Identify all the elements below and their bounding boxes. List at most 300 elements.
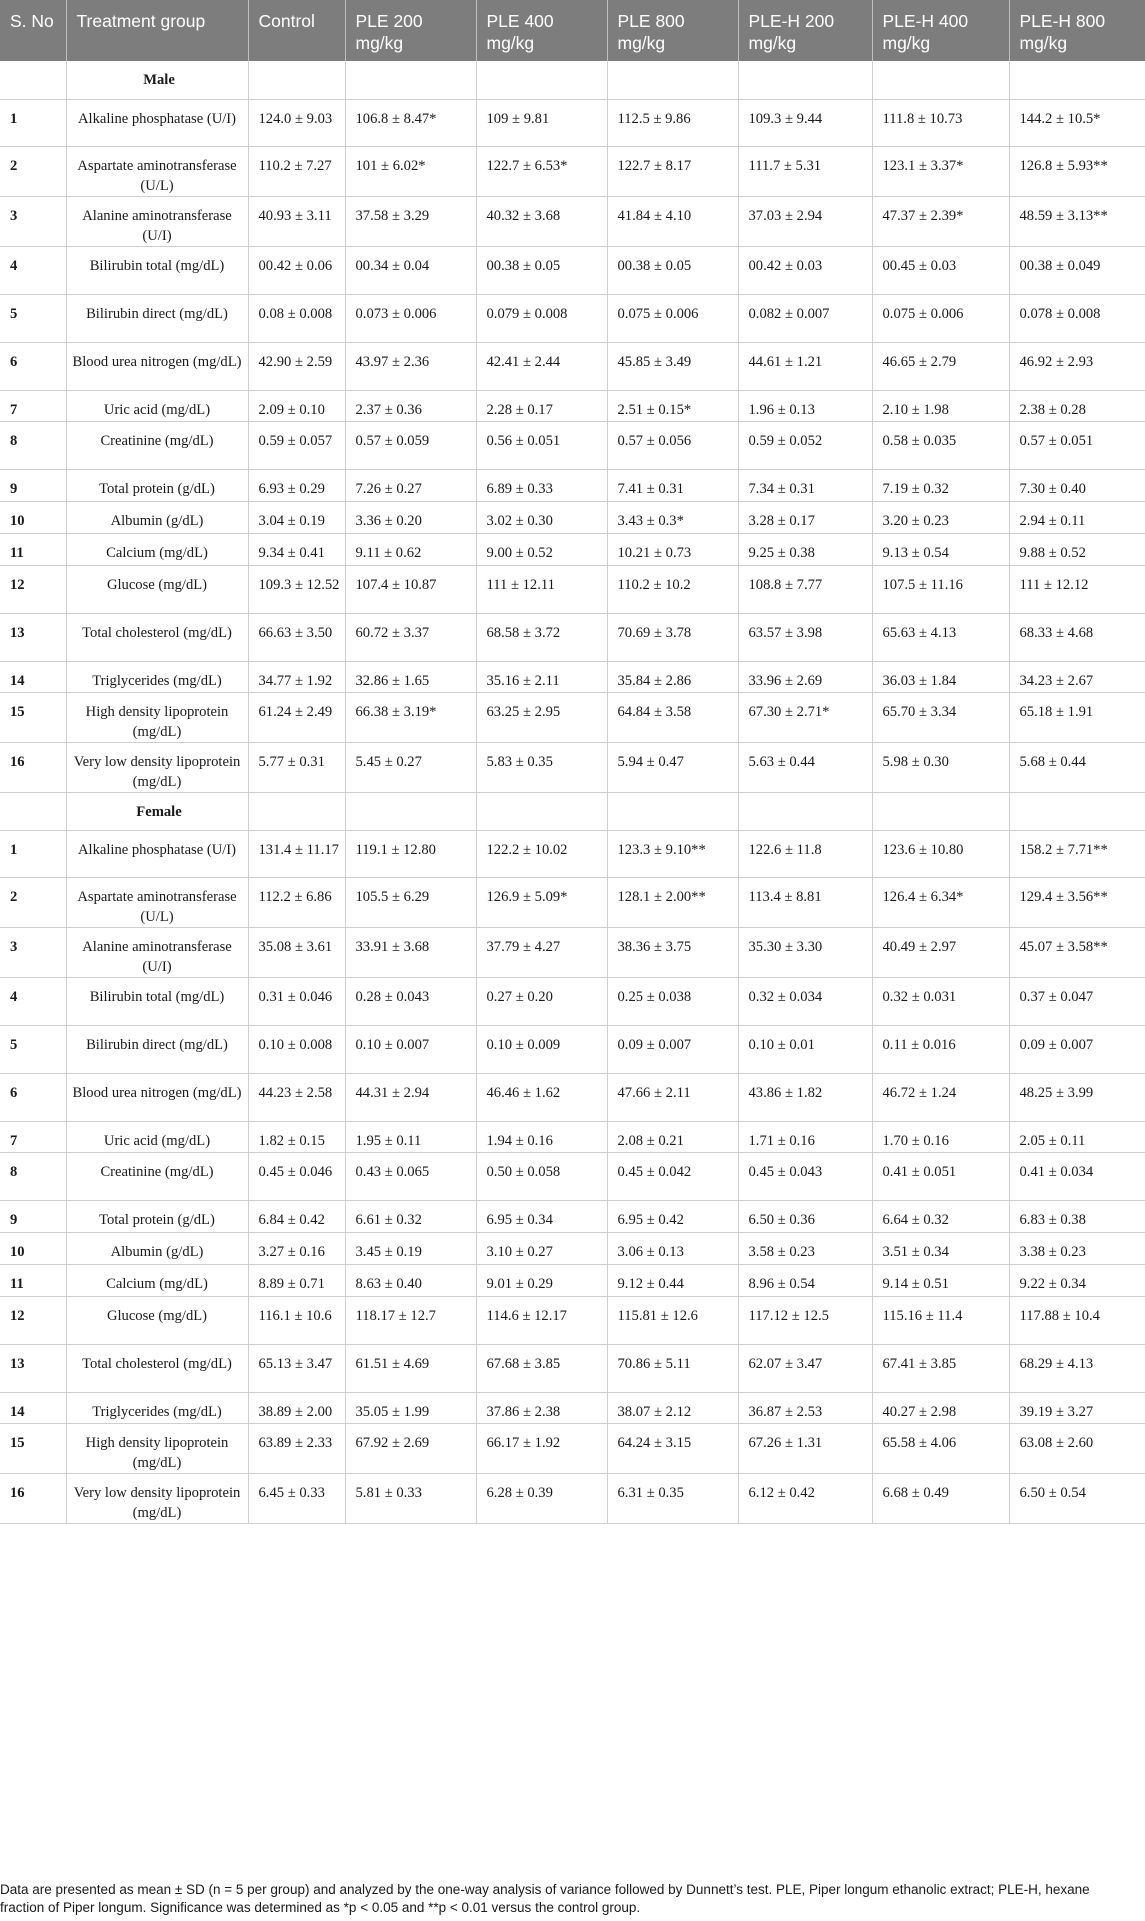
value-cell: 63.57 ± 3.98 bbox=[738, 613, 872, 661]
table-row bbox=[0, 927, 1145, 977]
value-cell: 40.49 ± 2.97 bbox=[872, 927, 1009, 977]
row-number: 5 bbox=[0, 294, 66, 342]
empty-cell bbox=[476, 792, 607, 830]
table-row bbox=[0, 1200, 1145, 1232]
value-cell: 0.41 ± 0.051 bbox=[872, 1152, 1009, 1200]
parameter-name: Very low density lipoprotein (mg/dL) bbox=[66, 1473, 248, 1523]
parameter-name: Total protein (g/dL) bbox=[66, 1200, 248, 1232]
value-cell: 0.58 ± 0.035 bbox=[872, 421, 1009, 469]
value-cell: 67.92 ± 2.69 bbox=[345, 1423, 476, 1473]
parameter-name: Uric acid (mg/dL) bbox=[66, 1121, 248, 1152]
row-number: 10 bbox=[0, 501, 66, 533]
value-cell: 68.58 ± 3.72 bbox=[476, 613, 607, 661]
value-cell: 6.12 ± 0.42 bbox=[738, 1473, 872, 1523]
table-row bbox=[0, 1392, 1145, 1423]
parameter-name: Blood urea nitrogen (mg/dL) bbox=[66, 342, 248, 390]
value-cell: 34.77 ± 1.92 bbox=[248, 661, 345, 692]
value-cell: 47.37 ± 2.39* bbox=[872, 196, 1009, 246]
parameter-name: Total protein (g/dL) bbox=[66, 469, 248, 501]
value-cell: 8.96 ± 0.54 bbox=[738, 1264, 872, 1296]
row-number: 8 bbox=[0, 421, 66, 469]
value-cell: 7.41 ± 0.31 bbox=[607, 469, 738, 501]
value-cell: 1.96 ± 0.13 bbox=[738, 390, 872, 421]
value-cell: 46.65 ± 2.79 bbox=[872, 342, 1009, 390]
section-row-female bbox=[0, 792, 1145, 830]
value-cell: 0.075 ± 0.006 bbox=[607, 294, 738, 342]
value-cell: 43.97 ± 2.36 bbox=[345, 342, 476, 390]
value-cell: 38.36 ± 3.75 bbox=[607, 927, 738, 977]
value-cell: 122.7 ± 8.17 bbox=[607, 146, 738, 196]
value-cell: 113.4 ± 8.81 bbox=[738, 877, 872, 927]
row-number: 13 bbox=[0, 1344, 66, 1392]
value-cell: 3.10 ± 0.27 bbox=[476, 1232, 607, 1264]
value-cell: 45.07 ± 3.58** bbox=[1009, 927, 1145, 977]
empty-cell bbox=[738, 792, 872, 830]
value-cell: 00.38 ± 0.05 bbox=[476, 246, 607, 294]
parameter-name: Triglycerides (mg/dL) bbox=[66, 1392, 248, 1423]
value-cell: 0.59 ± 0.057 bbox=[248, 421, 345, 469]
value-cell: 6.93 ± 0.29 bbox=[248, 469, 345, 501]
row-number: 15 bbox=[0, 1423, 66, 1473]
parameter-name: Alkaline phosphatase (U/I) bbox=[66, 99, 248, 146]
value-cell: 0.075 ± 0.006 bbox=[872, 294, 1009, 342]
value-cell: 44.31 ± 2.94 bbox=[345, 1073, 476, 1121]
value-cell: 122.6 ± 11.8 bbox=[738, 830, 872, 877]
value-cell: 39.19 ± 3.27 bbox=[1009, 1392, 1145, 1423]
value-cell: 70.69 ± 3.78 bbox=[607, 613, 738, 661]
value-cell: 5.98 ± 0.30 bbox=[872, 742, 1009, 792]
value-cell: 6.61 ± 0.32 bbox=[345, 1200, 476, 1232]
value-cell: 68.33 ± 4.68 bbox=[1009, 613, 1145, 661]
value-cell: 0.45 ± 0.042 bbox=[607, 1152, 738, 1200]
value-cell: 6.95 ± 0.34 bbox=[476, 1200, 607, 1232]
parameter-name: Creatinine (mg/dL) bbox=[66, 1152, 248, 1200]
value-cell: 10.21 ± 0.73 bbox=[607, 533, 738, 565]
header-treatment-group: Treatment group bbox=[66, 0, 248, 61]
value-cell: 122.2 ± 10.02 bbox=[476, 830, 607, 877]
value-cell: 0.073 ± 0.006 bbox=[345, 294, 476, 342]
table-row bbox=[0, 146, 1145, 196]
value-cell: 131.4 ± 11.17 bbox=[248, 830, 345, 877]
value-cell: 118.17 ± 12.7 bbox=[345, 1296, 476, 1344]
value-cell: 9.13 ± 0.54 bbox=[872, 533, 1009, 565]
value-cell: 6.68 ± 0.49 bbox=[872, 1473, 1009, 1523]
header-row bbox=[0, 0, 1145, 61]
header-sno: S. No bbox=[0, 0, 66, 61]
value-cell: 3.06 ± 0.13 bbox=[607, 1232, 738, 1264]
value-cell: 5.94 ± 0.47 bbox=[607, 742, 738, 792]
value-cell: 44.23 ± 2.58 bbox=[248, 1073, 345, 1121]
row-number: 7 bbox=[0, 1121, 66, 1152]
value-cell: 3.20 ± 0.23 bbox=[872, 501, 1009, 533]
empty-cell bbox=[345, 792, 476, 830]
value-cell: 5.45 ± 0.27 bbox=[345, 742, 476, 792]
value-cell: 124.0 ± 9.03 bbox=[248, 99, 345, 146]
table-row bbox=[0, 1264, 1145, 1296]
empty-cell bbox=[248, 792, 345, 830]
parameter-name: Total cholesterol (mg/dL) bbox=[66, 1344, 248, 1392]
table-row bbox=[0, 196, 1145, 246]
value-cell: 0.57 ± 0.056 bbox=[607, 421, 738, 469]
value-cell: 114.6 ± 12.17 bbox=[476, 1296, 607, 1344]
parameter-name: Aspartate aminotransferase (U/L) bbox=[66, 877, 248, 927]
value-cell: 70.86 ± 5.11 bbox=[607, 1344, 738, 1392]
section-title: Male bbox=[66, 61, 248, 99]
row-number: 9 bbox=[0, 1200, 66, 1232]
value-cell: 9.14 ± 0.51 bbox=[872, 1264, 1009, 1296]
value-cell: 64.24 ± 3.15 bbox=[607, 1423, 738, 1473]
value-cell: 46.92 ± 2.93 bbox=[1009, 342, 1145, 390]
parameter-name: High density lipoprotein (mg/dL) bbox=[66, 692, 248, 742]
value-cell: 0.10 ± 0.01 bbox=[738, 1025, 872, 1073]
value-cell: 0.10 ± 0.008 bbox=[248, 1025, 345, 1073]
table-row bbox=[0, 533, 1145, 565]
value-cell: 0.43 ± 0.065 bbox=[345, 1152, 476, 1200]
value-cell: 65.70 ± 3.34 bbox=[872, 692, 1009, 742]
value-cell: 45.85 ± 3.49 bbox=[607, 342, 738, 390]
value-cell: 0.45 ± 0.043 bbox=[738, 1152, 872, 1200]
value-cell: 0.11 ± 0.016 bbox=[872, 1025, 1009, 1073]
value-cell: 67.41 ± 3.85 bbox=[872, 1344, 1009, 1392]
value-cell: 107.5 ± 11.16 bbox=[872, 565, 1009, 613]
value-cell: 1.82 ± 0.15 bbox=[248, 1121, 345, 1152]
value-cell: 123.3 ± 9.10** bbox=[607, 830, 738, 877]
value-cell: 9.88 ± 0.52 bbox=[1009, 533, 1145, 565]
value-cell: 0.59 ± 0.052 bbox=[738, 421, 872, 469]
table-row bbox=[0, 661, 1145, 692]
value-cell: 67.26 ± 1.31 bbox=[738, 1423, 872, 1473]
row-number: 6 bbox=[0, 342, 66, 390]
value-cell: 0.079 ± 0.008 bbox=[476, 294, 607, 342]
table-row bbox=[0, 1296, 1145, 1344]
value-cell: 66.38 ± 3.19* bbox=[345, 692, 476, 742]
value-cell: 106.8 ± 8.47* bbox=[345, 99, 476, 146]
row-number: 1 bbox=[0, 99, 66, 146]
value-cell: 60.72 ± 3.37 bbox=[345, 613, 476, 661]
value-cell: 00.42 ± 0.03 bbox=[738, 246, 872, 294]
value-cell: 111 ± 12.11 bbox=[476, 565, 607, 613]
value-cell: 5.83 ± 0.35 bbox=[476, 742, 607, 792]
value-cell: 66.63 ± 3.50 bbox=[248, 613, 345, 661]
value-cell: 0.57 ± 0.051 bbox=[1009, 421, 1145, 469]
value-cell: 38.89 ± 2.00 bbox=[248, 1392, 345, 1423]
value-cell: 112.2 ± 6.86 bbox=[248, 877, 345, 927]
value-cell: 35.05 ± 1.99 bbox=[345, 1392, 476, 1423]
value-cell: 3.51 ± 0.34 bbox=[872, 1232, 1009, 1264]
value-cell: 0.28 ± 0.043 bbox=[345, 977, 476, 1025]
value-cell: 42.41 ± 2.44 bbox=[476, 342, 607, 390]
value-cell: 6.83 ± 0.38 bbox=[1009, 1200, 1145, 1232]
empty-cell bbox=[1009, 792, 1145, 830]
empty-cell bbox=[0, 792, 66, 830]
value-cell: 5.81 ± 0.33 bbox=[345, 1473, 476, 1523]
value-cell: 34.23 ± 2.67 bbox=[1009, 661, 1145, 692]
value-cell: 63.25 ± 2.95 bbox=[476, 692, 607, 742]
value-cell: 0.45 ± 0.046 bbox=[248, 1152, 345, 1200]
value-cell: 115.16 ± 11.4 bbox=[872, 1296, 1009, 1344]
row-number: 4 bbox=[0, 977, 66, 1025]
value-cell: 5.77 ± 0.31 bbox=[248, 742, 345, 792]
value-cell: 44.61 ± 1.21 bbox=[738, 342, 872, 390]
value-cell: 126.8 ± 5.93** bbox=[1009, 146, 1145, 196]
parameter-name: Alkaline phosphatase (U/I) bbox=[66, 830, 248, 877]
value-cell: 6.45 ± 0.33 bbox=[248, 1473, 345, 1523]
value-cell: 109.3 ± 12.52 bbox=[248, 565, 345, 613]
table-row bbox=[0, 246, 1145, 294]
value-cell: 9.00 ± 0.52 bbox=[476, 533, 607, 565]
row-number: 2 bbox=[0, 146, 66, 196]
value-cell: 111 ± 12.12 bbox=[1009, 565, 1145, 613]
value-cell: 126.9 ± 5.09* bbox=[476, 877, 607, 927]
table-row bbox=[0, 469, 1145, 501]
value-cell: 112.5 ± 9.86 bbox=[607, 99, 738, 146]
table-row bbox=[0, 1473, 1145, 1523]
value-cell: 3.04 ± 0.19 bbox=[248, 501, 345, 533]
value-cell: 3.28 ± 0.17 bbox=[738, 501, 872, 533]
parameter-name: Blood urea nitrogen (mg/dL) bbox=[66, 1073, 248, 1121]
empty-cell bbox=[738, 61, 872, 99]
value-cell: 37.79 ± 4.27 bbox=[476, 927, 607, 977]
table-row bbox=[0, 99, 1145, 146]
value-cell: 105.5 ± 6.29 bbox=[345, 877, 476, 927]
parameter-name: Alanine aminotransferase (U/I) bbox=[66, 927, 248, 977]
table-row bbox=[0, 294, 1145, 342]
value-cell: 126.4 ± 6.34* bbox=[872, 877, 1009, 927]
value-cell: 107.4 ± 10.87 bbox=[345, 565, 476, 613]
value-cell: 0.09 ± 0.007 bbox=[1009, 1025, 1145, 1073]
value-cell: 00.34 ± 0.04 bbox=[345, 246, 476, 294]
value-cell: 68.29 ± 4.13 bbox=[1009, 1344, 1145, 1392]
row-number: 12 bbox=[0, 1296, 66, 1344]
value-cell: 0.41 ± 0.034 bbox=[1009, 1152, 1145, 1200]
parameter-name: High density lipoprotein (mg/dL) bbox=[66, 1423, 248, 1473]
value-cell: 119.1 ± 12.80 bbox=[345, 830, 476, 877]
row-number: 12 bbox=[0, 565, 66, 613]
value-cell: 35.16 ± 2.11 bbox=[476, 661, 607, 692]
value-cell: 63.08 ± 2.60 bbox=[1009, 1423, 1145, 1473]
value-cell: 0.27 ± 0.20 bbox=[476, 977, 607, 1025]
row-number: 3 bbox=[0, 196, 66, 246]
value-cell: 00.42 ± 0.06 bbox=[248, 246, 345, 294]
section-row-male bbox=[0, 61, 1145, 99]
value-cell: 8.63 ± 0.40 bbox=[345, 1264, 476, 1296]
row-number: 5 bbox=[0, 1025, 66, 1073]
value-cell: 123.1 ± 3.37* bbox=[872, 146, 1009, 196]
value-cell: 7.34 ± 0.31 bbox=[738, 469, 872, 501]
value-cell: 48.59 ± 3.13** bbox=[1009, 196, 1145, 246]
value-cell: 35.30 ± 3.30 bbox=[738, 927, 872, 977]
value-cell: 9.11 ± 0.62 bbox=[345, 533, 476, 565]
table-row bbox=[0, 501, 1145, 533]
table-footnote: Data are presented as mean ± SD (n = 5 per group) and analyzed by the one-way analysis of variance followed by Dunnett’s test. PLE, Piper longum ethanolic extract; PLE-H, hexane fraction of Piper longum. Significance was determined as *p < 0.05 and **p < 0.01 versus the control group. bbox=[0, 1882, 1090, 1915]
row-number: 1 bbox=[0, 830, 66, 877]
value-cell: 61.24 ± 2.49 bbox=[248, 692, 345, 742]
value-cell: 6.95 ± 0.42 bbox=[607, 1200, 738, 1232]
value-cell: 117.12 ± 12.5 bbox=[738, 1296, 872, 1344]
value-cell: 1.94 ± 0.16 bbox=[476, 1121, 607, 1152]
table-row bbox=[0, 877, 1145, 927]
value-cell: 1.95 ± 0.11 bbox=[345, 1121, 476, 1152]
row-number: 14 bbox=[0, 661, 66, 692]
value-cell: 0.08 ± 0.008 bbox=[248, 294, 345, 342]
value-cell: 0.078 ± 0.008 bbox=[1009, 294, 1145, 342]
value-cell: 0.32 ± 0.031 bbox=[872, 977, 1009, 1025]
value-cell: 5.63 ± 0.44 bbox=[738, 742, 872, 792]
empty-cell bbox=[0, 61, 66, 99]
header-pleh-400: PLE-H 400 mg/kg bbox=[872, 0, 1009, 61]
value-cell: 42.90 ± 2.59 bbox=[248, 342, 345, 390]
header-pleh-200: PLE-H 200 mg/kg bbox=[738, 0, 872, 61]
parameter-name: Glucose (mg/dL) bbox=[66, 1296, 248, 1344]
table-row bbox=[0, 390, 1145, 421]
value-cell: 158.2 ± 7.71** bbox=[1009, 830, 1145, 877]
value-cell: 00.45 ± 0.03 bbox=[872, 246, 1009, 294]
table-row bbox=[0, 1423, 1145, 1473]
value-cell: 00.38 ± 0.05 bbox=[607, 246, 738, 294]
value-cell: 9.34 ± 0.41 bbox=[248, 533, 345, 565]
value-cell: 48.25 ± 3.99 bbox=[1009, 1073, 1145, 1121]
row-number: 16 bbox=[0, 742, 66, 792]
value-cell: 116.1 ± 10.6 bbox=[248, 1296, 345, 1344]
row-number: 8 bbox=[0, 1152, 66, 1200]
value-cell: 0.32 ± 0.034 bbox=[738, 977, 872, 1025]
value-cell: 3.45 ± 0.19 bbox=[345, 1232, 476, 1264]
value-cell: 110.2 ± 10.2 bbox=[607, 565, 738, 613]
value-cell: 37.03 ± 2.94 bbox=[738, 196, 872, 246]
parameter-name: Calcium (mg/dL) bbox=[66, 1264, 248, 1296]
value-cell: 32.86 ± 1.65 bbox=[345, 661, 476, 692]
value-cell: 122.7 ± 6.53* bbox=[476, 146, 607, 196]
row-number: 9 bbox=[0, 469, 66, 501]
value-cell: 0.09 ± 0.007 bbox=[607, 1025, 738, 1073]
row-number: 3 bbox=[0, 927, 66, 977]
value-cell: 43.86 ± 1.82 bbox=[738, 1073, 872, 1121]
value-cell: 117.88 ± 10.4 bbox=[1009, 1296, 1145, 1344]
header-control: Control bbox=[248, 0, 345, 61]
value-cell: 108.8 ± 7.77 bbox=[738, 565, 872, 613]
parameter-name: Alanine aminotransferase (U/I) bbox=[66, 196, 248, 246]
value-cell: 36.87 ± 2.53 bbox=[738, 1392, 872, 1423]
table-row bbox=[0, 1232, 1145, 1264]
value-cell: 129.4 ± 3.56** bbox=[1009, 877, 1145, 927]
value-cell: 40.27 ± 2.98 bbox=[872, 1392, 1009, 1423]
value-cell: 65.63 ± 4.13 bbox=[872, 613, 1009, 661]
value-cell: 111.8 ± 10.73 bbox=[872, 99, 1009, 146]
table-row bbox=[0, 1025, 1145, 1073]
row-number: 15 bbox=[0, 692, 66, 742]
value-cell: 6.50 ± 0.54 bbox=[1009, 1473, 1145, 1523]
row-number: 7 bbox=[0, 390, 66, 421]
value-cell: 46.46 ± 1.62 bbox=[476, 1073, 607, 1121]
value-cell: 3.43 ± 0.3* bbox=[607, 501, 738, 533]
row-number: 2 bbox=[0, 877, 66, 927]
row-number: 13 bbox=[0, 613, 66, 661]
value-cell: 2.37 ± 0.36 bbox=[345, 390, 476, 421]
value-cell: 0.082 ± 0.007 bbox=[738, 294, 872, 342]
value-cell: 67.68 ± 3.85 bbox=[476, 1344, 607, 1392]
empty-cell bbox=[1009, 61, 1145, 99]
value-cell: 0.37 ± 0.047 bbox=[1009, 977, 1145, 1025]
value-cell: 61.51 ± 4.69 bbox=[345, 1344, 476, 1392]
value-cell: 8.89 ± 0.71 bbox=[248, 1264, 345, 1296]
parameter-name: Bilirubin direct (mg/dL) bbox=[66, 294, 248, 342]
value-cell: 65.58 ± 4.06 bbox=[872, 1423, 1009, 1473]
value-cell: 37.86 ± 2.38 bbox=[476, 1392, 607, 1423]
header-ple-400: PLE 400 mg/kg bbox=[476, 0, 607, 61]
value-cell: 109 ± 9.81 bbox=[476, 99, 607, 146]
table-row bbox=[0, 977, 1145, 1025]
value-cell: 0.10 ± 0.009 bbox=[476, 1025, 607, 1073]
row-number: 11 bbox=[0, 533, 66, 565]
parameter-name: Very low density lipoprotein (mg/dL) bbox=[66, 742, 248, 792]
parameter-name: Creatinine (mg/dL) bbox=[66, 421, 248, 469]
empty-cell bbox=[345, 61, 476, 99]
table-row bbox=[0, 613, 1145, 661]
value-cell: 67.30 ± 2.71* bbox=[738, 692, 872, 742]
empty-cell bbox=[872, 61, 1009, 99]
table-body bbox=[0, 61, 1145, 1523]
value-cell: 3.02 ± 0.30 bbox=[476, 501, 607, 533]
value-cell: 123.6 ± 10.80 bbox=[872, 830, 1009, 877]
value-cell: 2.38 ± 0.28 bbox=[1009, 390, 1145, 421]
table-row bbox=[0, 1152, 1145, 1200]
parameter-name: Triglycerides (mg/dL) bbox=[66, 661, 248, 692]
value-cell: 3.36 ± 0.20 bbox=[345, 501, 476, 533]
table-row bbox=[0, 342, 1145, 390]
value-cell: 0.56 ± 0.051 bbox=[476, 421, 607, 469]
parameter-name: Total cholesterol (mg/dL) bbox=[66, 613, 248, 661]
value-cell: 3.38 ± 0.23 bbox=[1009, 1232, 1145, 1264]
header-ple-200: PLE 200 mg/kg bbox=[345, 0, 476, 61]
value-cell: 0.50 ± 0.058 bbox=[476, 1152, 607, 1200]
value-cell: 2.10 ± 1.98 bbox=[872, 390, 1009, 421]
header-ple-800: PLE 800 mg/kg bbox=[607, 0, 738, 61]
value-cell: 36.03 ± 1.84 bbox=[872, 661, 1009, 692]
row-number: 14 bbox=[0, 1392, 66, 1423]
table-row bbox=[0, 1344, 1145, 1392]
empty-cell bbox=[607, 61, 738, 99]
value-cell: 109.3 ± 9.44 bbox=[738, 99, 872, 146]
value-cell: 65.13 ± 3.47 bbox=[248, 1344, 345, 1392]
value-cell: 41.84 ± 4.10 bbox=[607, 196, 738, 246]
value-cell: 7.30 ± 0.40 bbox=[1009, 469, 1145, 501]
value-cell: 6.64 ± 0.32 bbox=[872, 1200, 1009, 1232]
value-cell: 9.12 ± 0.44 bbox=[607, 1264, 738, 1296]
row-number: 6 bbox=[0, 1073, 66, 1121]
table-row bbox=[0, 1073, 1145, 1121]
row-number: 4 bbox=[0, 246, 66, 294]
parameter-name: Bilirubin total (mg/dL) bbox=[66, 977, 248, 1025]
empty-cell bbox=[872, 792, 1009, 830]
row-number: 10 bbox=[0, 1232, 66, 1264]
value-cell: 3.27 ± 0.16 bbox=[248, 1232, 345, 1264]
value-cell: 63.89 ± 2.33 bbox=[248, 1423, 345, 1473]
parameter-name: Albumin (g/dL) bbox=[66, 1232, 248, 1264]
value-cell: 144.2 ± 10.5* bbox=[1009, 99, 1145, 146]
value-cell: 0.31 ± 0.046 bbox=[248, 977, 345, 1025]
value-cell: 5.68 ± 0.44 bbox=[1009, 742, 1145, 792]
value-cell: 128.1 ± 2.00** bbox=[607, 877, 738, 927]
parameter-name: Bilirubin direct (mg/dL) bbox=[66, 1025, 248, 1073]
value-cell: 35.84 ± 2.86 bbox=[607, 661, 738, 692]
value-cell: 7.26 ± 0.27 bbox=[345, 469, 476, 501]
value-cell: 110.2 ± 7.27 bbox=[248, 146, 345, 196]
value-cell: 00.38 ± 0.049 bbox=[1009, 246, 1145, 294]
table-row bbox=[0, 565, 1145, 613]
value-cell: 2.51 ± 0.15* bbox=[607, 390, 738, 421]
value-cell: 2.94 ± 0.11 bbox=[1009, 501, 1145, 533]
value-cell: 33.91 ± 3.68 bbox=[345, 927, 476, 977]
